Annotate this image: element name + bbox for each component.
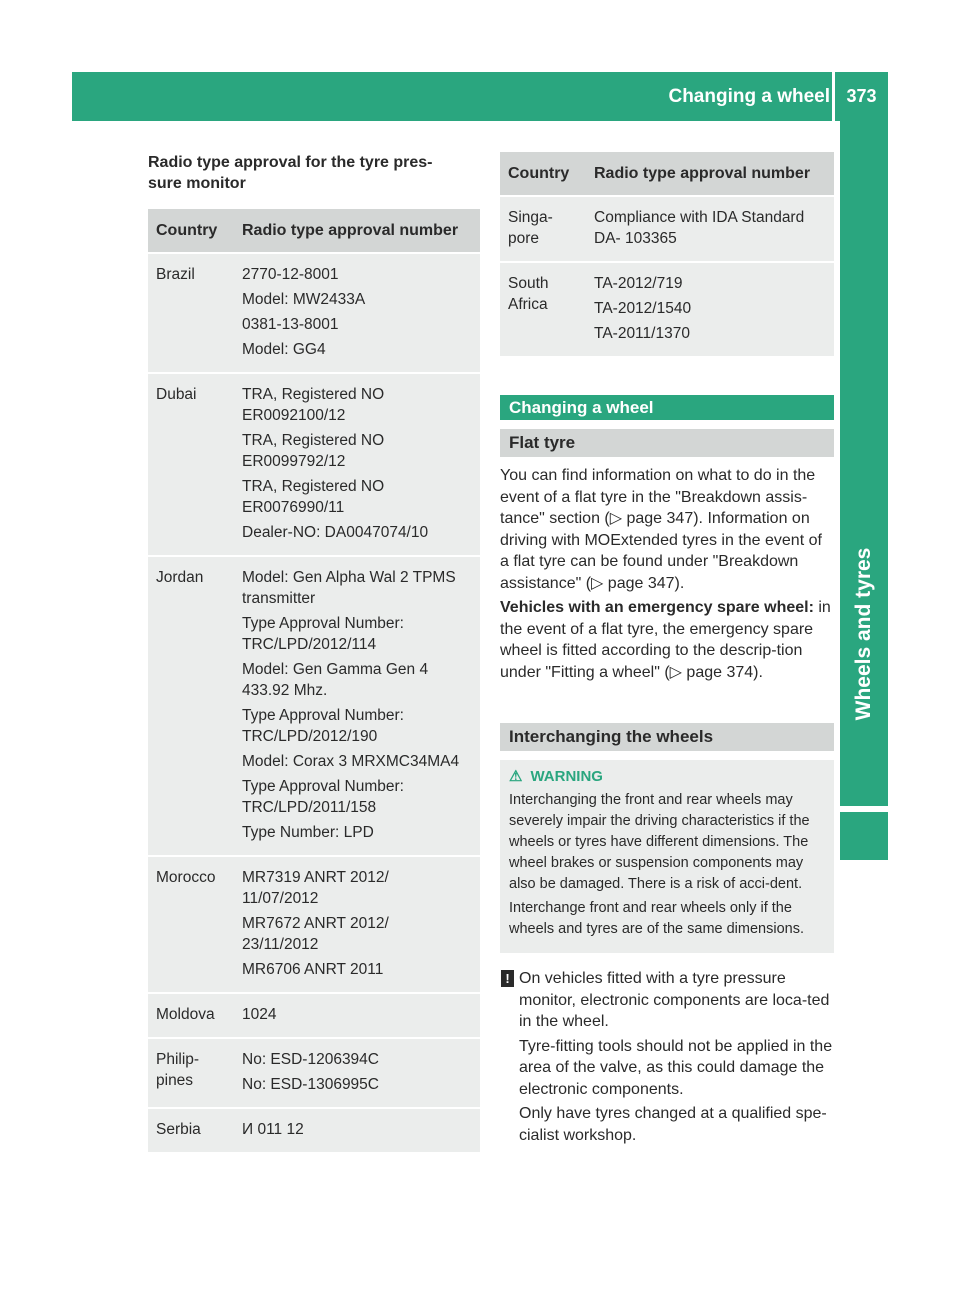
table-row [148, 556, 480, 856]
approval-line: Compliance with IDA Standard DA- 103365 [594, 209, 805, 247]
col-header-country: Country [148, 209, 234, 253]
approval-line: TA-2012/719 [594, 275, 683, 292]
subheading-flat-tyre: Flat tyre [500, 429, 834, 457]
country-cell: South Africa [500, 262, 586, 356]
section-title-radio-approval: Radio type approval for the tyre pres- sure monitor [148, 154, 433, 192]
table-row [500, 262, 834, 356]
approval-line: TRA, Registered NO ER0092100/12 [242, 386, 385, 424]
spare-wheel-text: in the event of a flat tyre, the emergency spare wheel is fitted according to the descrip-tion under "Fitting a wheel" (▷ page 374). [500, 599, 831, 681]
approval-line: Model: MW2433A [242, 291, 366, 308]
country-cell: Serbia [148, 1108, 234, 1152]
country-cell: Philip- pines [148, 1038, 234, 1108]
approval-line: TA-2011/1370 [594, 325, 690, 342]
approval-line: Model: Gen Gamma Gen 4 433.92 Mhz. [242, 661, 429, 699]
left-column [148, 152, 480, 1152]
approval-line: 2770-12-8001 [242, 266, 339, 283]
approval-cell [234, 1108, 480, 1152]
side-tab-label: Wheels and tyres [852, 547, 875, 721]
approval-cell [234, 856, 480, 993]
approval-line: И 011 12 [242, 1121, 304, 1138]
warning-box [500, 760, 834, 953]
country-cell: Morocco [148, 856, 234, 993]
approval-line: Type Approval Number: TRC/LPD/2012/190 [242, 707, 404, 745]
table-row [148, 1108, 480, 1152]
approval-line: Model: Gen Alpha Wal 2 TPMS transmitter [242, 569, 456, 607]
approval-line: Type Approval Number: TRC/LPD/2012/114 [242, 615, 404, 653]
approval-line: 0381-13-8001 [242, 316, 339, 333]
approval-line: No: ESD-1306995C [242, 1076, 379, 1093]
table-row [148, 856, 480, 993]
table-row [500, 196, 834, 262]
approval-cell [586, 262, 834, 356]
country-cell: Brazil [148, 253, 234, 373]
note-text-2: Tyre-fitting tools should not be applied in the area of the valve, as this could damage the electronic components. [519, 1037, 833, 1098]
approval-cell [234, 373, 480, 556]
table-row [148, 1038, 480, 1108]
exclamation-icon: ! [501, 970, 514, 987]
warning-text-2: Interchange front and rear wheels only if the wheels and tyres are of the same dimensions. [509, 900, 804, 937]
page-title: Changing a wheel [668, 86, 830, 107]
approval-line: TA-2012/1540 [594, 300, 692, 317]
section-heading-changing-wheel: Changing a wheel [500, 395, 834, 420]
approval-table-left [148, 209, 480, 1152]
country-cell: Moldova [148, 993, 234, 1038]
warning-text-1: Interchanging the front and rear wheels may severely impair the driving characteristics if the wheels or tyres have different dimensions. The wheel brakes or suspension components may also be damaged. There is a risk of acci-dent. [509, 792, 810, 892]
col-header-approval: Radio type approval number [586, 152, 834, 196]
note-block [500, 968, 834, 1146]
approval-line: Model: GG4 [242, 341, 326, 358]
table-row [148, 993, 480, 1038]
col-header-country: Country [500, 152, 586, 196]
country-cell: Jordan [148, 556, 234, 856]
approval-line: Type Approval Number: TRC/LPD/2011/158 [242, 778, 404, 816]
spare-wheel-paragraph [500, 597, 834, 683]
warning-header [509, 766, 826, 787]
side-marker [840, 812, 888, 860]
approval-line: MR6706 ANRT 2011 [242, 961, 384, 978]
right-column [500, 152, 834, 1149]
approval-line: TRA, Registered NO ER0099792/12 [242, 432, 385, 470]
approval-cell [234, 993, 480, 1038]
approval-cell [234, 556, 480, 856]
approval-table-right [500, 152, 834, 356]
approval-line: MR7672 ANRT 2012/ 23/11/2012 [242, 915, 389, 953]
table-row [148, 253, 480, 373]
flat-tyre-paragraph: You can find information on what to do in the event of a flat tyre in the "Breakdown assis-tance" section (▷ page 347). Information on driving with MOExtended tyres in the event of a flat tyre can be found under "Breakdown assistance" (▷ page 347). [500, 467, 822, 592]
approval-cell [586, 196, 834, 262]
note-text-1: On vehicles fitted with a tyre pressure monitor, electronic components are loca-ted in the wheel. [519, 970, 830, 1030]
table-row [148, 373, 480, 556]
approval-cell [234, 1038, 480, 1108]
spare-wheel-lead: Vehicles with an emergency spare wheel: [500, 599, 814, 616]
approval-line: Type Number: LPD [242, 824, 374, 841]
country-cell: Dubai [148, 373, 234, 556]
page-number: 373 [846, 86, 877, 106]
approval-line: Model: Corax 3 MRXMC34MA4 [242, 753, 460, 770]
approval-line: No: ESD-1206394C [242, 1051, 379, 1068]
approval-cell [234, 253, 480, 373]
note-text-3: Only have tyres changed at a qualified spe-cialist workshop. [519, 1105, 827, 1144]
warning-triangle-icon: ⚠ [509, 768, 523, 785]
approval-line: 1024 [242, 1006, 277, 1023]
approval-line: Dealer-NO: DA0047074/10 [242, 524, 429, 541]
approval-line: TRA, Registered NO ER0076990/11 [242, 478, 385, 516]
subheading-interchanging: Interchanging the wheels [500, 723, 834, 751]
country-cell: Singa- pore [500, 196, 586, 262]
col-header-approval: Radio type approval number [234, 209, 480, 253]
warning-label: WARNING [530, 768, 603, 785]
approval-line: MR7319 ANRT 2012/ 11/07/2012 [242, 869, 389, 907]
